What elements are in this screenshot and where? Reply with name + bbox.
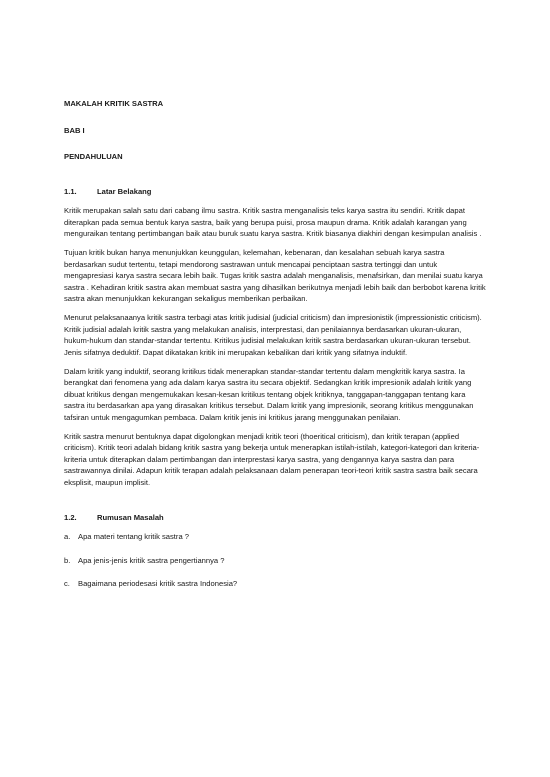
spacer (64, 496, 488, 512)
section-title: Rumusan Masalah (97, 512, 164, 522)
chapter-title: PENDAHULUAN (64, 152, 123, 161)
paragraph: Dalam kritik yang induktif, seorang kritikus tidak menerapkan standar-standar tertentu dalam mengkritik karya sastra. Ia berangkat dari fenomena yang ada dalam karya sastra itu secara objektif. Sedangkan kritik impresionik adalah kritik yang dibuat kritikus dengan mengemukakan kesan-kesan kritikus tentang objek kritiknya, tanggapan-tanggapan tentang kara sastra itu berdasarkan apa yang dirasakan kritikus tersebut. Dalam kritik yang impresionik, seorang kritikus menggunakan tafsiran untuk mengagumkan pembaca. Dalam kritik jenis ini kritikus jarang menggunakan penilaian. (64, 366, 474, 422)
paragraph: Kritik sastra menurut bentuknya dapat digolongkan menjadi kritik teori (thoeritical criticism), dan kritik terapan (applied criticism). Kritik teori adalah bidang kritik sastra yang bekerja untuk menerapkan istilah-istilah, kategori-kategori dan kriteria-kriteria untuk diterapkan dalam pertimbangan dan interprestasi karya sastra, yang dengannya karya sastra dan para sastrawannya dinilai. Adapun kritik terapan adalah pelaksanaan dalam penerapan teori-teori kritik sastra sastra baik secara eksplisit, maupun implisit. (64, 431, 480, 487)
list-marker: c. (64, 579, 70, 588)
list-item (64, 578, 488, 590)
section-heading-latar-belakang (64, 186, 488, 198)
section-heading-rumusan-masalah (64, 512, 488, 524)
list-item-text: Bagaimana periodesasi kritik sastra Indonesia? (78, 579, 238, 588)
list-marker: a. (64, 532, 71, 541)
question-list (64, 531, 488, 590)
paragraph: Tujuan kritik bukan hanya menunjukkan keunggulan, kelemahan, kebenaran, dan kesalahan sebuah karya sastra berdasarkan sudut tertentu, tetapi mendorong sastrawan untuk mencapai penciptaan sastra tertinggi dan untuk mengapresiasi karya sastra secara lebih baik. Tugas kritik sastra adalah menganalisis, menafsirkan, dan menilai suatu karya sastra . Kehadiran kritik sastra akan membuat sastra yang dihasilkan berikutnya menjadi lebih baik dan berbobot karena kritik sastra akan menunjukkan kekurangan sekaligus memberikan perbaikan. (64, 248, 486, 303)
document-title: MAKALAH KRITIK SASTRA (64, 99, 164, 108)
chapter-label: BAB I (64, 125, 85, 135)
list-item-text: Apa jenis-jenis kritik sastra pengertiannya ? (78, 555, 225, 565)
section-title: Latar Belakang (97, 186, 152, 196)
document-content (64, 98, 488, 602)
paragraph: Menurut pelaksanaanya kritik sastra terbagi atas kritik judisial (judicial criticism) dan impresionistik (impressionistic criticism). Kritik judisial adalah kritik sastra yang melakukan analisis, interprestasi, dan penilaiannya berdasarkan ukuran-ukuran, hukum-hukum dan standar-standar tertentu. Kritikus judisial melakukan kritik sastra berdasarkan ukuran-ukuran tersebut. Jenis sifatnya deduktif. Dapat dikatakan kritik ini merupakan kebalikan dari kritik yang sifatnya induktif. (64, 313, 482, 357)
list-item (64, 555, 488, 567)
list-item-text: Apa materi tentang kritik sastra ? (78, 532, 190, 541)
section-number: 1.1. (64, 186, 77, 196)
section-number: 1.2. (64, 512, 77, 522)
list-marker: b. (64, 555, 71, 565)
list-item (64, 531, 488, 543)
paragraph: Kritik merupakan salah satu dari cabang ilmu sastra. Kritik sastra menganalisis teks karya sastra itu sendiri. Kritik dapat diterapkan pada semua bentuk karya sastra, baik yang berupa puisi, prosa maupun drama. Kritik adalah karangan yang menguraikan tentang pertimbangan baik atau buruk suatu karya sastra. Kritik biasanya diakhiri dengan kesimpulan analisis . (64, 206, 482, 238)
